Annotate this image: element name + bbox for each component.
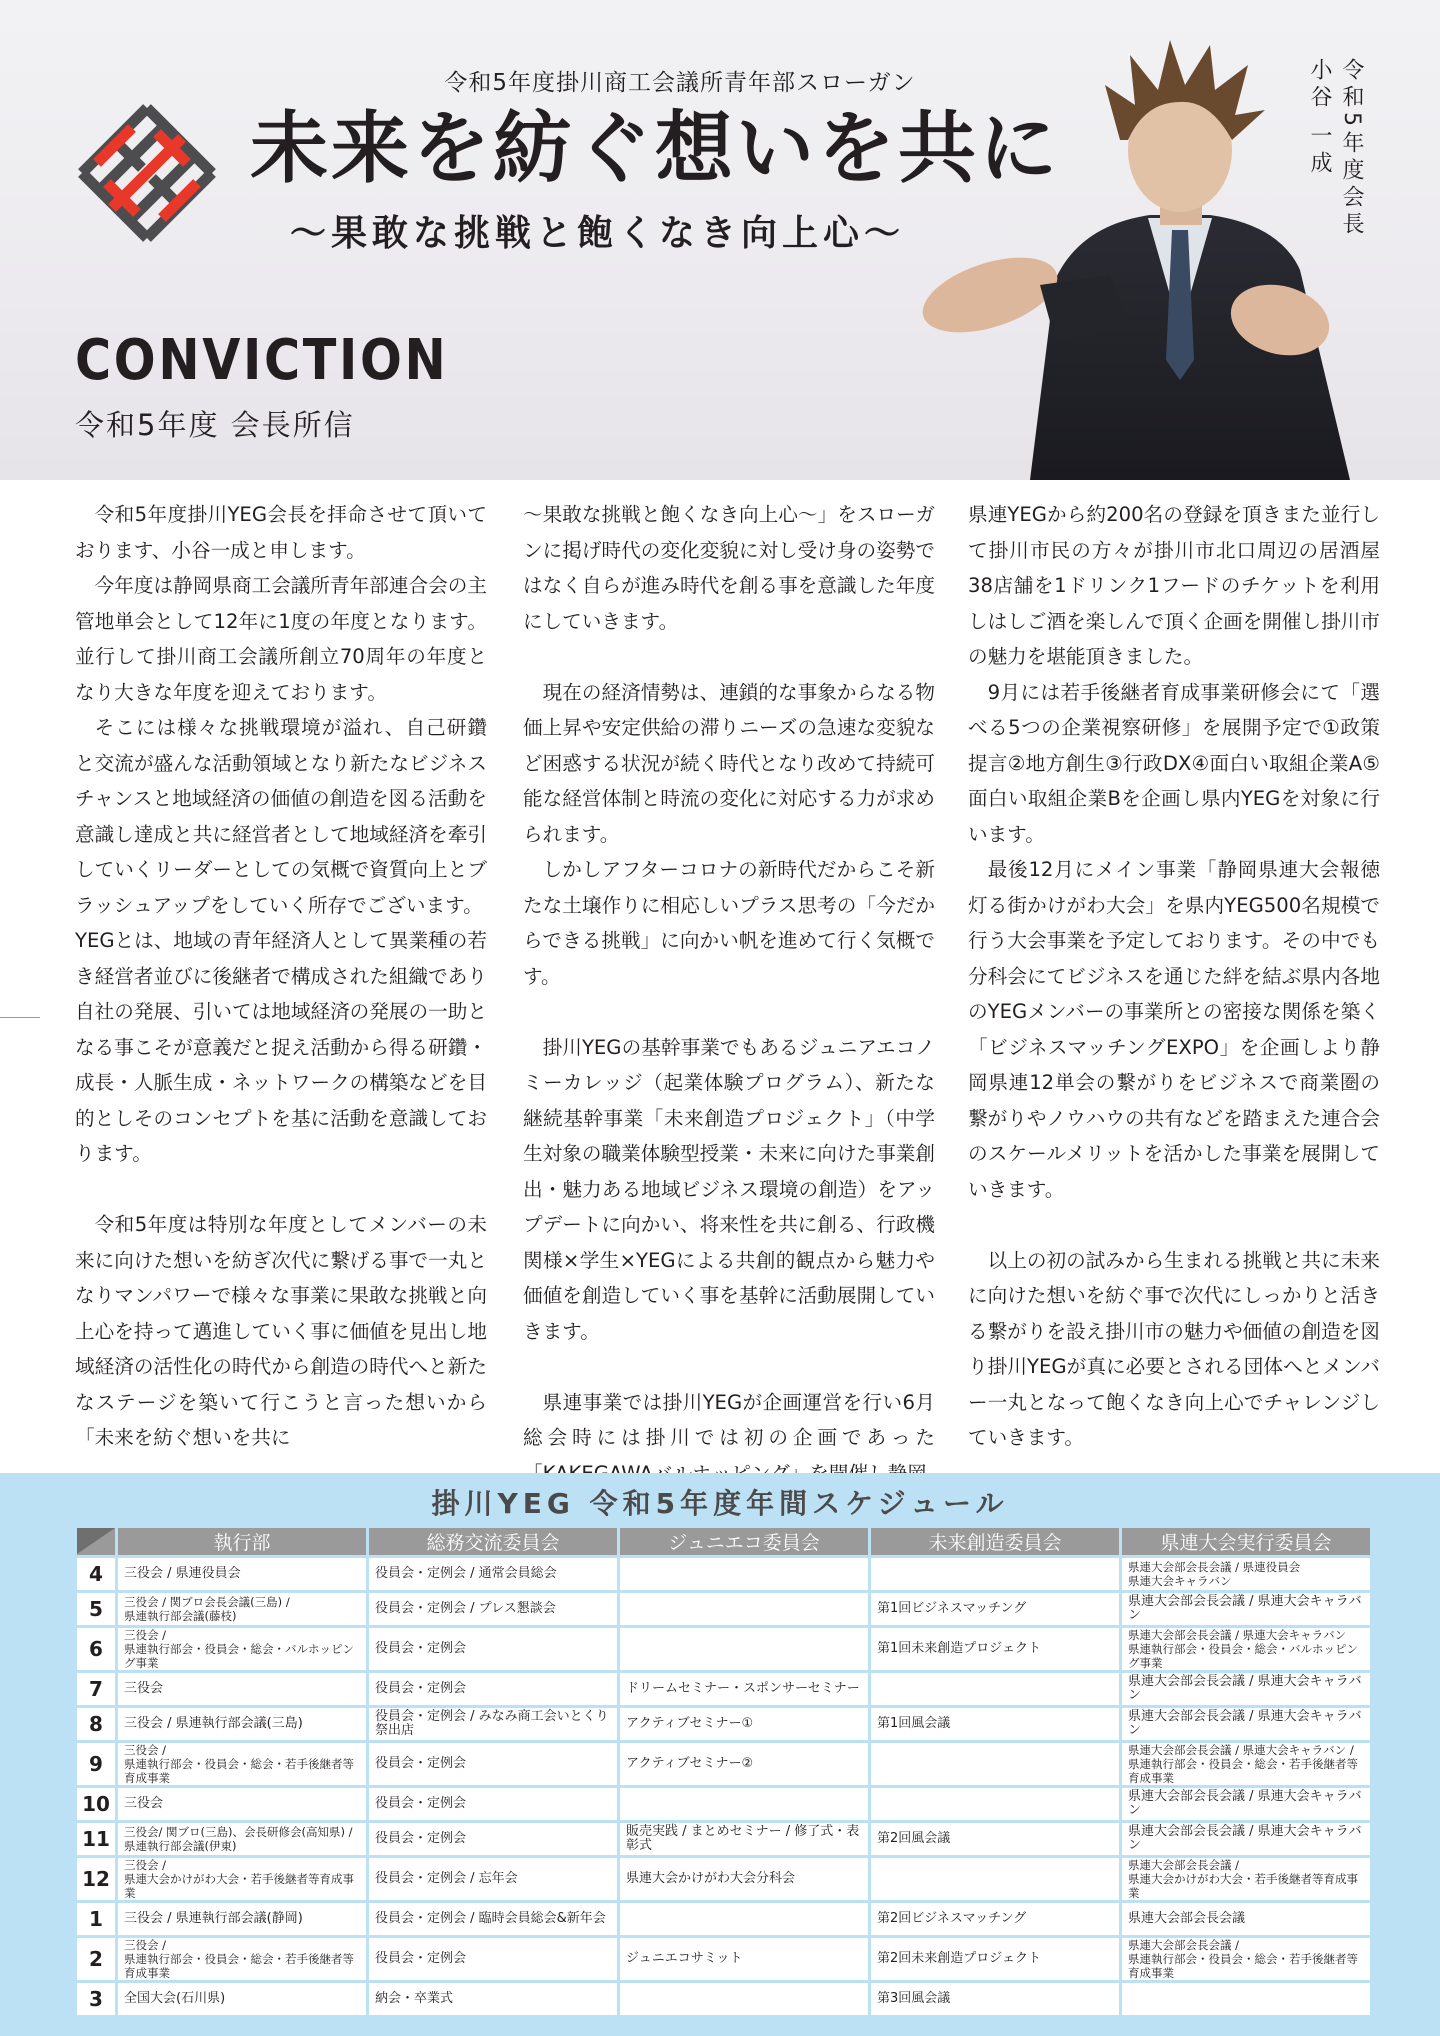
table-row — [77, 1858, 1370, 1900]
schedule-cell: 県連大会部会長会議 / 県連大会キャラバン — [1122, 1708, 1370, 1740]
month-cell: 4 — [77, 1558, 115, 1590]
woven-lattice-logo-icon — [72, 98, 222, 248]
schedule-cell: 県連大会部会長会議 / 県連大会キャラバン 県連執行部会・役員会・総会・バルホッピング事業 — [1122, 1628, 1370, 1670]
schedule-cell — [871, 1673, 1119, 1705]
paragraph: 9月には若手後継者育成事業研修会にて「選べる5つの企業視察研修」を展開予定で①政策提言②地方創生③行政DX④面白い取組企業A⑤面白い取組企業Bを企画し県内YEGを対象に行います。 — [968, 680, 1380, 846]
paragraph: 現在の経済情勢は、連鎖的な事象からなる物価上昇や安定供給の滞りニーズの急速な変貌など困惑する状況が続く時代となり改めて持続可能な経営体制と時流の変化に対応する力が求められます。 — [523, 680, 935, 846]
conviction-subheading: 令和5年度 会長所信 — [75, 408, 355, 442]
conviction-heading: CONVICTION — [75, 328, 449, 393]
schedule-cell — [620, 1788, 868, 1820]
schedule-cell: 県連大会部会長会議 — [1122, 1903, 1370, 1935]
schedule-cell: 県連大会かけがわ大会分科会 — [620, 1858, 868, 1900]
table-row — [77, 1903, 1370, 1935]
schedule-cell: 県連大会部会長会議 / 県連大会キャラバン — [1122, 1593, 1370, 1625]
table-row — [77, 1673, 1370, 1705]
table-row — [77, 1628, 1370, 1670]
schedule-cell: 役員会・定例会 / 通常会員総会 — [369, 1558, 617, 1590]
paragraph: 掛川YEGの基幹事業でもあるジュニアエコノミーカレッジ（起業体験プログラム）、新たな継続基幹事業「未来創造プロジェクト」（中学生対象の職業体験型授業・未来に向けた事業創出・魅力ある地域ビジネス環境の創造）をアップデートに向かい、将来性を共に創る、行政機関様×学生×YEGによる共創的観点から魅力や価値を創造していく事を基幹に活動展開していきます。 — [523, 1035, 935, 1343]
schedule-cell — [871, 1558, 1119, 1590]
schedule-cell: 第2回ビジネスマッチング — [871, 1903, 1119, 1935]
paragraph: 令和5年度は特別な年度としてメンバーの未来に向けた想いを紡ぎ次代に繋げる事で一丸となりマンパワーで様々な事業に果敢な挑戦と向上心を持って邁進していく事に価値を見出し地域経済の活性化の時代から創造の時代へと新たなステージを築いて行こうと言った想いから「未来を紡ぐ想いを共に — [75, 1213, 487, 1449]
table-row — [77, 1743, 1370, 1785]
schedule-cell: 県連大会部会長会議 / 県連大会キャラバン — [1122, 1673, 1370, 1705]
schedule-cell — [620, 1593, 868, 1625]
slogan-title: 未来を紡ぐ想いを共に — [250, 104, 1061, 194]
schedule-cell: 役員会・定例会 / プレス懇談会 — [369, 1593, 617, 1625]
paragraph: 以上の初の試みから生まれる挑戦と共に未来に向けた想いを紡ぐ事で次代にしっかりと活きる繋がりを設え掛川市の魅力や価値の創造を図り掛川YEGが真に必要とされる団体へとメンバー一丸となって飽くなき向上心でチャレンジしていきます。 — [968, 1248, 1380, 1449]
schedule-cell: 県連大会部会長会議 / 県連大会キャラバン — [1122, 1788, 1370, 1820]
schedule-cell: 三役会 / 県連執行部会・役員会・総会・若手後継者等育成事業 — [118, 1743, 366, 1785]
schedule-cell: ジュニエコサミット — [620, 1938, 868, 1980]
column-header: 未来創造委員会 — [871, 1528, 1119, 1555]
month-cell: 1 — [77, 1903, 115, 1935]
schedule-cell: 販売実践 / まとめセミナー / 修了式・表彰式 — [620, 1823, 868, 1855]
schedule-cell: 県連大会部会長会議 / 県連執行部会・役員会・総会・若手後継者等育成事業 — [1122, 1938, 1370, 1980]
schedule-cell: 第1回未来創造プロジェクト — [871, 1628, 1119, 1670]
paragraph: 県連事業では掛川YEGが企画運営を行い6月総会時には掛川では初の企画であった — [523, 1390, 935, 1449]
schedule-cell: 三役会 / 県連執行部会・役員会・総会・バルホッピング事業 — [118, 1628, 366, 1670]
message-column-2 — [523, 497, 935, 1491]
paragraph: 最後12月にメイン事業「静岡県連大会報徳灯る街かけがわ大会」を県内YEG500名規模で行う大会事業を予定しております。その中でも分科会にてビジネスを通じた絆を結ぶ県内各地のYEGメンバーの事業所との密接な関係を築く「ビジネスマッチングEXPO」を企画しより静岡県連12単会の繋がりをビジネスで商業圏の繋がりやノウハウの共有などを踏まえた連合会のスケールメリットを活かした事業を展開していきます。 — [968, 858, 1380, 1201]
schedule-cell: 納会・卒業式 — [369, 1983, 617, 2015]
schedule-cell: 三役会 / 県連執行部会議(三島) — [118, 1708, 366, 1740]
schedule-cell — [620, 1558, 868, 1590]
schedule-cell: ドリームセミナー・スポンサーセミナー — [620, 1673, 868, 1705]
schedule-cell: 三役会 — [118, 1673, 366, 1705]
schedule-cell: 県連大会部会長会議 / 県連大会かけがわ大会・若手後継者等育成事業 — [1122, 1858, 1370, 1900]
schedule-cell: アクティブセミナー① — [620, 1708, 868, 1740]
schedule-title: 掛川YEG 令和5年度年間スケジュール — [431, 1487, 1009, 1520]
schedule-cell: アクティブセミナー② — [620, 1743, 868, 1785]
margin-rule — [0, 1017, 40, 1018]
schedule-cell: 第1回ビジネスマッチング — [871, 1593, 1119, 1625]
table-corner — [77, 1528, 115, 1555]
column-header: 執行部 — [118, 1528, 366, 1555]
schedule-cell: 役員会・定例会 — [369, 1823, 617, 1855]
column-header: 県連大会実行委員会 — [1122, 1528, 1370, 1555]
slogan-subtitle: ～果敢な挑戦と飽くなき向上心～ — [290, 213, 906, 254]
schedule-cell — [620, 1983, 868, 2015]
schedule-cell — [620, 1903, 868, 1935]
column-header: 総務交流委員会 — [369, 1528, 617, 1555]
schedule-cell: 役員会・定例会 / 臨時会員総会&新年会 — [369, 1903, 617, 1935]
schedule-cell: 全国大会(石川県) — [118, 1983, 366, 2015]
schedule-cell: 役員会・定例会 / 忘年会 — [369, 1858, 617, 1900]
month-cell: 12 — [77, 1858, 115, 1900]
header-banner — [0, 0, 1440, 480]
schedule-body — [77, 1558, 1370, 2015]
schedule-cell: 三役会 / 関ブロ会長会議(三島) / 県連執行部会議(藤枝) — [118, 1593, 366, 1625]
message-column-3 — [968, 497, 1380, 1456]
paragraph: 県連YEGから約200名の登録を頂きまた並行して掛川市民の方々が掛川市北口周辺の居酒屋38店舗を1ドリンク1フードのチケットを利用しはしご酒を楽しんで頂く企画を開催し掛川市の魅力を堪能頂きました。 — [968, 503, 1380, 668]
month-cell: 10 — [77, 1788, 115, 1820]
schedule-cell: 役員会・定例会 — [369, 1788, 617, 1820]
schedule-cell: 第1回風会議 — [871, 1708, 1119, 1740]
schedule-cell: 三役会 / 県連執行部会議(静岡) — [118, 1903, 366, 1935]
month-cell: 6 — [77, 1628, 115, 1670]
schedule-cell: 役員会・定例会 — [369, 1673, 617, 1705]
table-row — [77, 1593, 1370, 1625]
president-title: 令和5年度会長 — [1339, 58, 1364, 239]
schedule-cell: 役員会・定例会 — [369, 1628, 617, 1670]
schedule-cell: 三役会 / 県連大会かけがわ大会・若手後継者等育成事業 — [118, 1858, 366, 1900]
table-row — [77, 1938, 1370, 1980]
schedule-cell — [1122, 1983, 1370, 2015]
table-row — [77, 1823, 1370, 1855]
table-row — [77, 1788, 1370, 1820]
paragraph: 今年度は静岡県商工会議所青年部連合会の主管地単会として12年に1度の年度となります。並行して掛川商工会議所創立70周年の年度となり大きな年度を迎えております。 — [75, 574, 487, 704]
schedule-cell: 三役会 / 県連執行部会・役員会・総会・若手後継者等育成事業 — [118, 1938, 366, 1980]
table-row — [77, 1708, 1370, 1740]
schedule-cell: 県連大会部会長会議 / 県連役員会 県連大会キャラバン — [1122, 1558, 1370, 1590]
paragraph: そこには様々な挑戦環境が溢れ、自己研鑽と交流が盛んな活動領域となり新たなビジネスチャンスと地域経済の価値の創造を図る活動を意識し達成と共に経営者として地域経済を牽引していくリーダーとしての気概で資質向上とブラッシュアップをしていく所存でございます。 — [75, 716, 487, 917]
schedule-cell: 役員会・定例会 / みなみ商工会いとくり祭出店 — [369, 1708, 617, 1740]
table-header-row — [77, 1528, 1370, 1555]
table-row — [77, 1983, 1370, 2015]
paragraph: 令和5年度掛川YEG会長を拝命させて頂いております、小谷一成と申します。 — [75, 503, 487, 562]
slogan-caption: 令和5年度掛川商工会議所青年部スローガン — [444, 70, 916, 96]
month-cell: 5 — [77, 1593, 115, 1625]
president-name: 小谷 一成 — [1307, 58, 1332, 178]
schedule-cell: 役員会・定例会 — [369, 1938, 617, 1980]
schedule-cell: 第2回風会議 — [871, 1823, 1119, 1855]
month-cell: 7 — [77, 1673, 115, 1705]
month-cell: 3 — [77, 1983, 115, 2015]
paragraph: ～果敢な挑戦と飽くなき向上心～」をスローガンに掲げ時代の変化変貌に対し受け身の姿勢ではなく自らが進み時代を創る事を意識した年度にしていきます。 — [523, 503, 935, 633]
schedule-cell: 三役会/ 関ブロ(三島)、会長研修会(高知県) / 県連執行部会議(伊東) — [118, 1823, 366, 1855]
message-column-1 — [75, 497, 487, 1456]
schedule-cell: 三役会 / 県連役員会 — [118, 1558, 366, 1590]
schedule-cell — [871, 1743, 1119, 1785]
schedule-cell: 第2回未来創造プロジェクト — [871, 1938, 1119, 1980]
schedule-cell — [871, 1788, 1119, 1820]
paragraph: しかしアフターコロナの新時代だからこそ新たな土壌作りに相応しいプラス思考の「今だからできる挑戦」に向かい帆を進めて行く気概です。 — [523, 858, 935, 988]
paragraph: YEGとは、地域の青年経済人として異業種の若き経営者並びに後継者で構成された組織であり自社の発展、引いては地域経済の発展の一助となる事こそが意義だと捉え活動から得る研鑽・成長・人脈生成・ネットワークの構築などを目的としそのコンセプトを基に活動を意識しております。 — [75, 929, 487, 1165]
schedule-cell: 三役会 — [118, 1788, 366, 1820]
schedule-cell — [620, 1628, 868, 1670]
month-cell: 11 — [77, 1823, 115, 1855]
schedule-table — [74, 1525, 1373, 2018]
column-header: ジュニエコ委員会 — [620, 1528, 868, 1555]
month-cell: 2 — [77, 1938, 115, 1980]
table-row — [77, 1558, 1370, 1590]
month-cell: 9 — [77, 1743, 115, 1785]
month-cell: 8 — [77, 1708, 115, 1740]
schedule-cell: 役員会・定例会 — [369, 1743, 617, 1785]
schedule-cell: 第3回風会議 — [871, 1983, 1119, 2015]
schedule-cell — [871, 1858, 1119, 1900]
schedule-cell: 県連大会部会長会議 / 県連大会キャラバン / 県連執行部会・役員会・総会・若手後継者等育成事業 — [1122, 1743, 1370, 1785]
schedule-cell: 県連大会部会長会議 / 県連大会キャラバン — [1122, 1823, 1370, 1855]
